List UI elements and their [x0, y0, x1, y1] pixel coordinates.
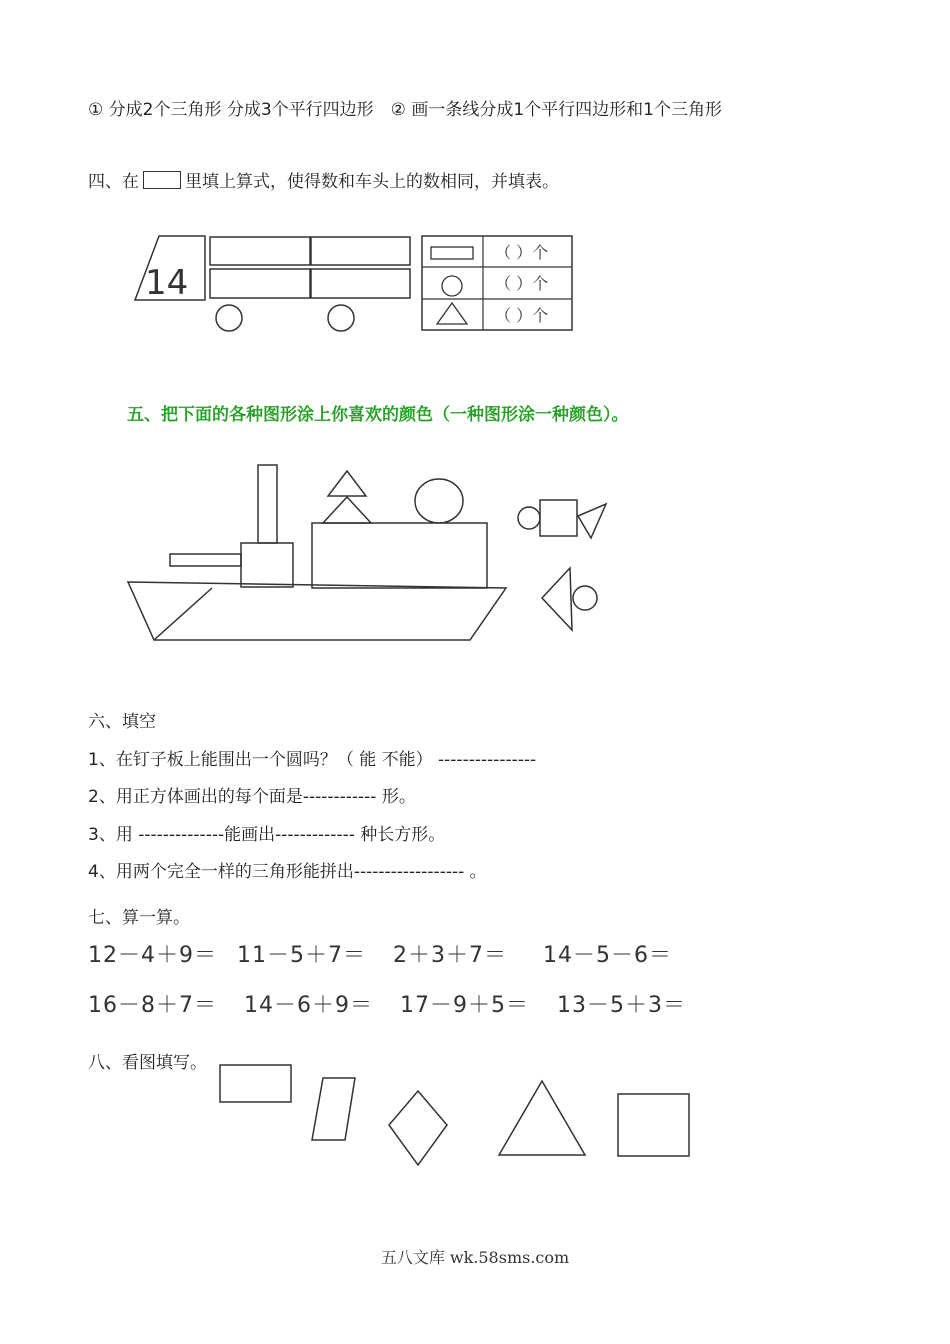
truck-figure [125, 228, 585, 338]
side-circle-1 [518, 507, 540, 529]
table-cell-triangle[interactable]: （ ）个 [495, 306, 549, 325]
answer-box-sample [143, 171, 181, 189]
triangle-lower [323, 497, 371, 523]
top-instruction: ① 分成2个三角形 分成3个平行四边形 ② 画一条线分成1个平行四边形和1个三角形 [88, 100, 722, 120]
ship-gun [170, 554, 241, 566]
shapes-figure [210, 1060, 700, 1175]
footer-watermark: 五八文库 wk.58sms.com [380, 1248, 570, 1267]
ship-hull [128, 582, 506, 640]
fill-item-1: 1、在钉子板上能围出一个圆吗？（ 能 不能） ---------------- [88, 750, 537, 770]
truck-wheel-back [328, 305, 354, 331]
shape-rhombus [389, 1091, 447, 1165]
section4-suffix: 里填上算式，使得数和车头上的数相同，并填表。 [185, 172, 559, 192]
truck-wheel-front [216, 305, 242, 331]
shape-triangle [499, 1081, 585, 1155]
fill-item-4: 4、用两个完全一样的三角形能拼出------------------ 。 [88, 862, 487, 882]
calc-2-2: 14－6＋9＝ [244, 993, 373, 1018]
section4-prefix: 四、在 [88, 172, 139, 192]
table-cell-rect[interactable]: （ ）个 [495, 243, 549, 262]
shape-square [618, 1094, 689, 1156]
side-circle-2 [573, 586, 597, 610]
triangle-upper [328, 471, 366, 496]
section4-instruction [88, 167, 559, 192]
ship-deckhouse [312, 523, 487, 588]
fill-item-3: 3、用 --------------能画出------------- 种长方形。 [88, 825, 446, 845]
side-triangle-2 [542, 568, 572, 630]
table-cell-circle[interactable]: （ ）个 [495, 274, 549, 293]
ship-cabin-square [241, 543, 293, 587]
truck-number: 14 [145, 263, 189, 303]
shape-parallelogram [312, 1078, 355, 1140]
shape-rectangle [220, 1065, 291, 1102]
truck-box-3[interactable] [210, 269, 310, 298]
truck-box-4[interactable] [311, 269, 410, 298]
table-triangle-icon [437, 303, 467, 324]
side-triangle-1 [578, 504, 606, 538]
table-rectangle-icon [431, 247, 473, 259]
section6-title: 六、填空 [88, 712, 156, 732]
section8-title: 八、看图填写。 [88, 1053, 207, 1073]
truck-box-2[interactable] [311, 237, 410, 265]
calc-1-4: 14－5－6＝ [543, 943, 672, 968]
calc-2-1: 16－8＋7＝ [88, 993, 217, 1018]
calc-2-3: 17－9＋5＝ [400, 993, 529, 1018]
ship-chimney [258, 465, 277, 543]
ship-circle [415, 479, 463, 523]
side-square [540, 500, 577, 536]
ship-figure [120, 458, 620, 648]
calc-1-1: 12－4＋9＝ [88, 943, 217, 968]
truck-box-1[interactable] [210, 237, 310, 265]
table-circle-icon [442, 276, 462, 296]
calc-1-2: 11－5＋7＝ [237, 943, 366, 968]
calc-1-3: 2＋3＋7＝ [393, 943, 507, 968]
fill-item-2: 2、用正方体画出的每个面是------------ 形。 [88, 787, 416, 807]
section5-title: 五、把下面的各种图形涂上你喜欢的颜色（一种图形涂一种颜色）。 [127, 405, 629, 425]
calc-2-4: 13－5＋3＝ [557, 993, 686, 1018]
section7-title: 七、算一算。 [88, 908, 190, 928]
